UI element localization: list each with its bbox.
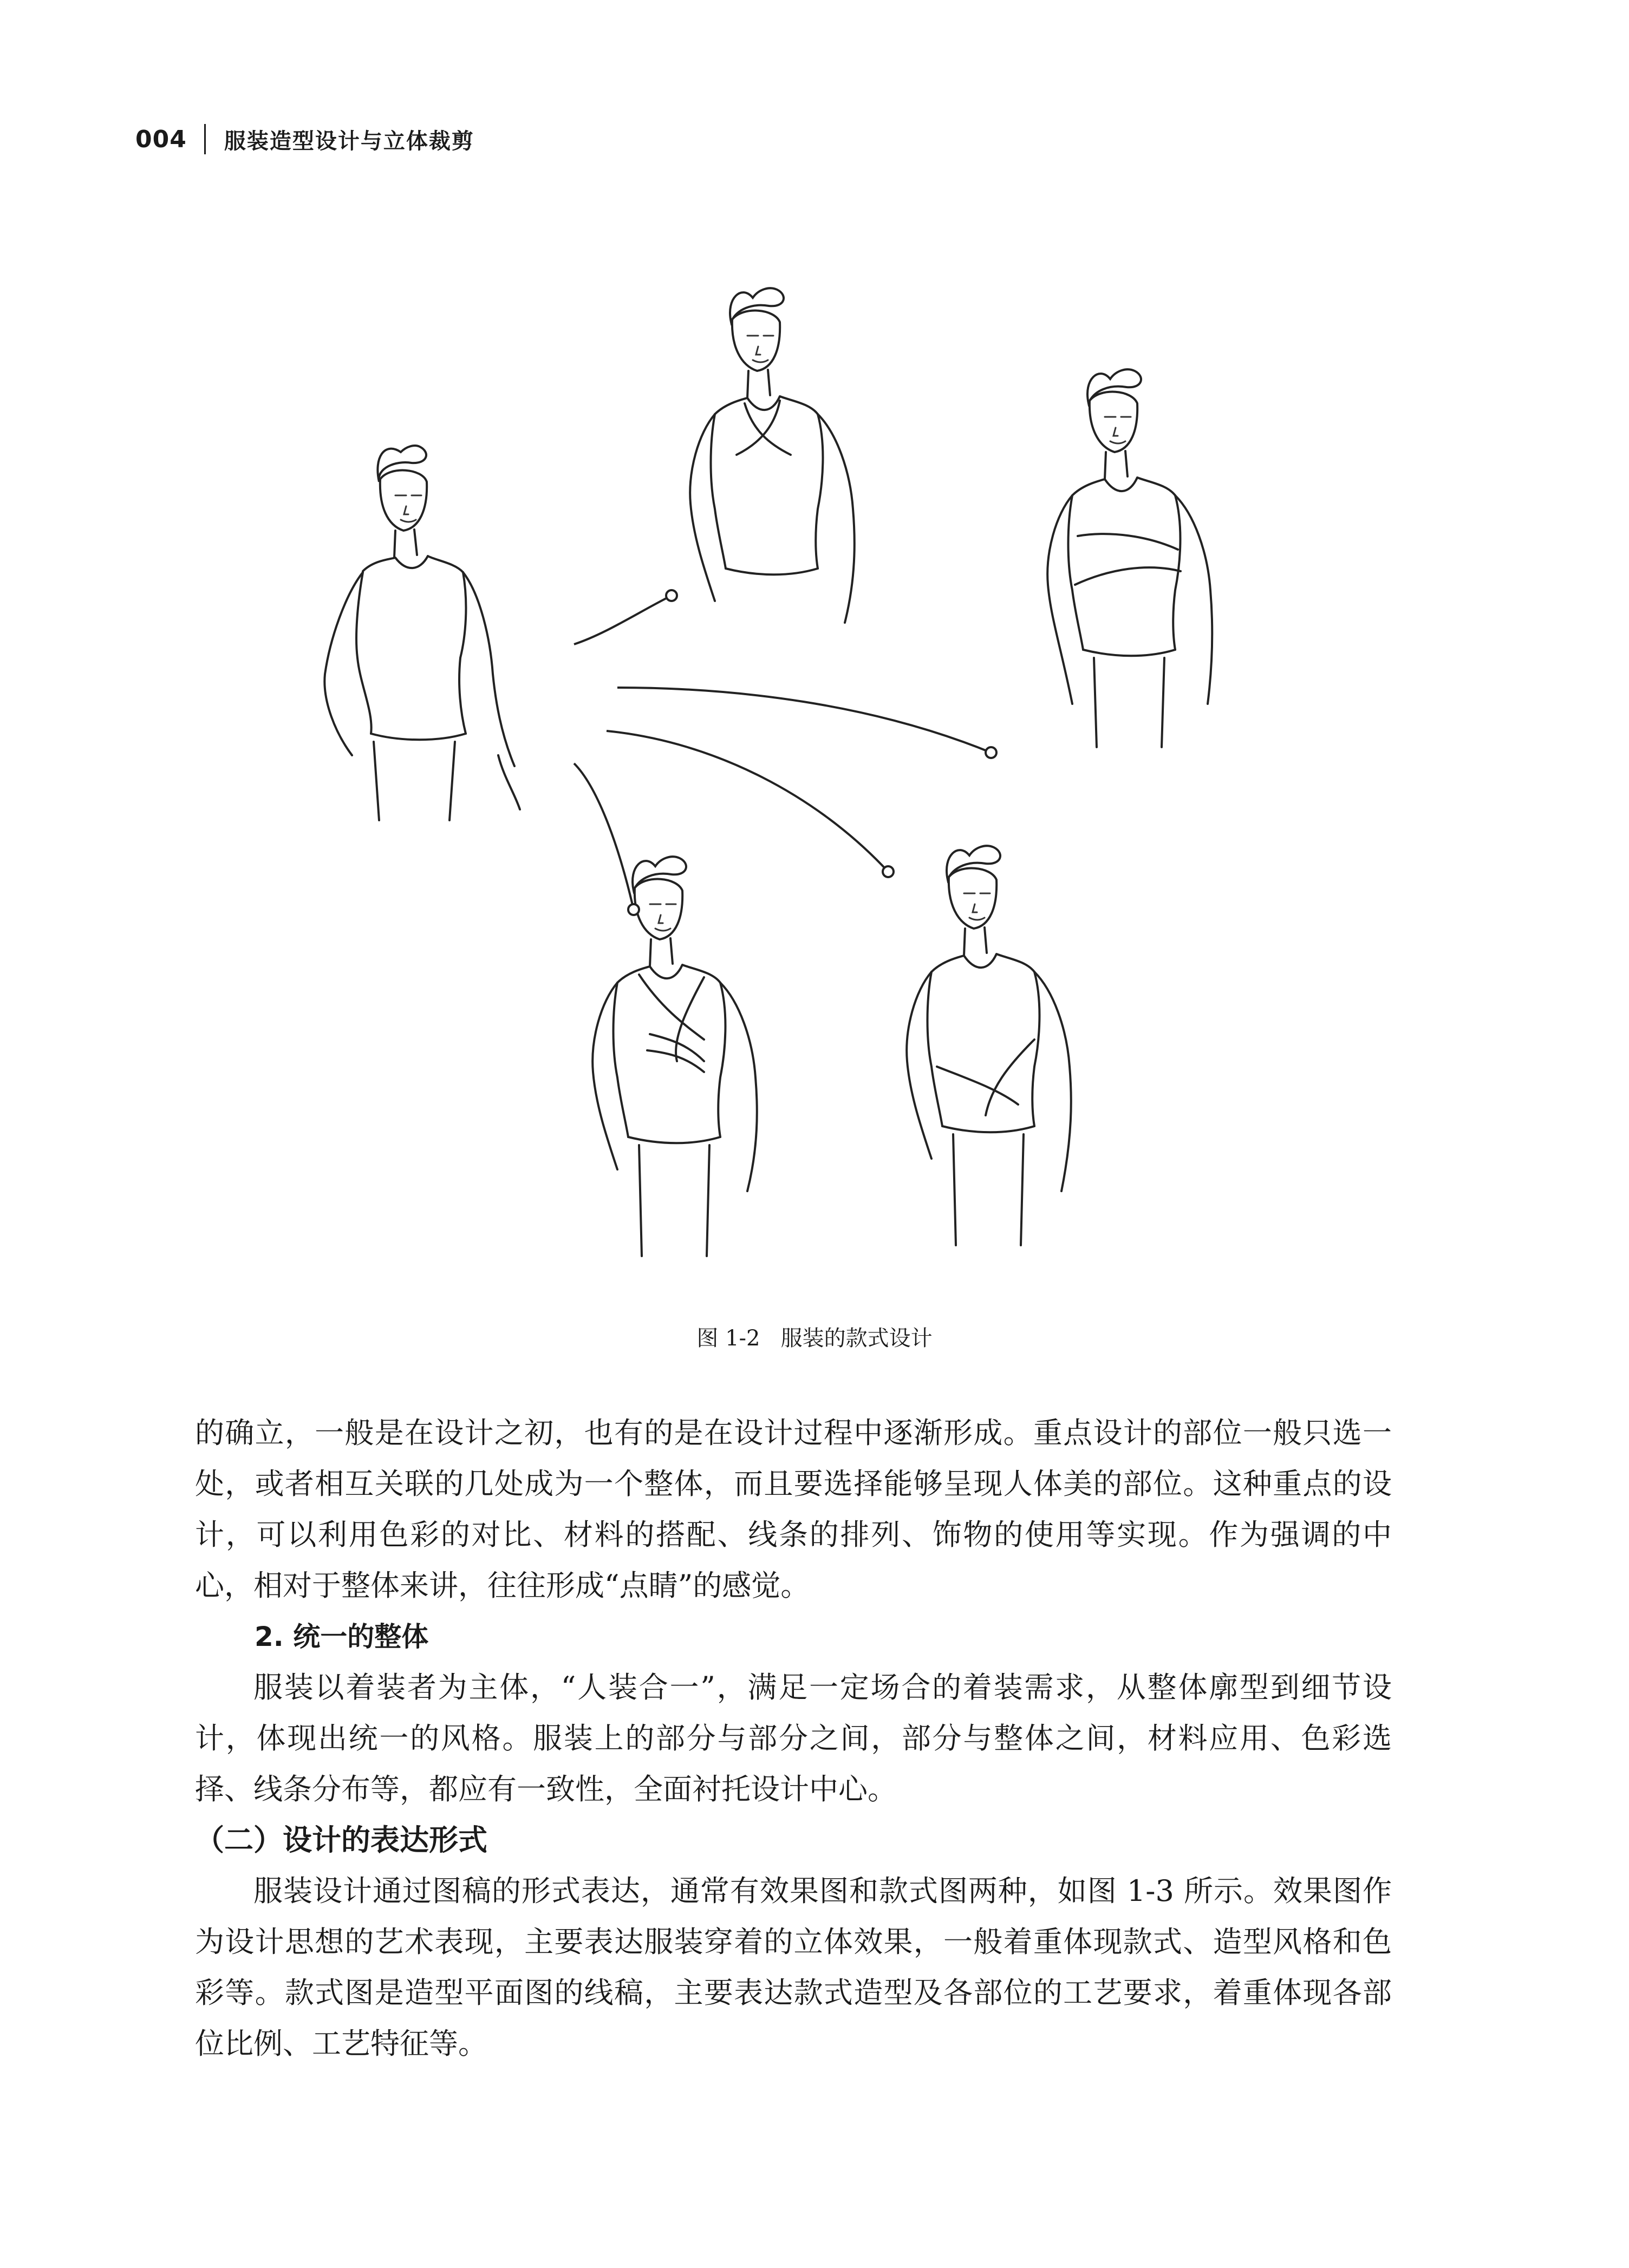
- body-text: [195, 1408, 1392, 2069]
- paragraph-3: 服装设计通过图稿的形式表达，通常有效果图和款式图两种，如图 1-3 所示。效果图作为设计思想的艺术表现，主要表达服装穿着的立体效果，一般着重体现款式、造型风格和色彩等。款式图是造型平面图的线稿，主要表达款式造型及各部位的工艺要求，着重体现各部位比例、工艺特征等。: [195, 1874, 1392, 2061]
- diagonal-seam-sketch: [907, 846, 1071, 1245]
- book-title: 服装造型设计与立体裁剪: [224, 128, 474, 154]
- page-number: 004: [135, 125, 187, 153]
- header-divider: [204, 124, 206, 154]
- subheading-unity: 2. 统一的整体: [255, 1621, 429, 1652]
- crossover-neck-sketch: [690, 288, 855, 623]
- paragraph-2: 服装以着装者为主体，“人装合一”，满足一定场合的着装需求，从整体廓型到细节设计，体现出统一的风格。服装上的部分与部分之间，部分与整体之间，材料应用、色彩选择、线条分布等，都应有一致性，全面衬托设计中心。: [195, 1670, 1392, 1806]
- running-header: [135, 120, 474, 158]
- fashion-sketch-figure: [303, 276, 1365, 1294]
- draped-wrap-sketch: [592, 857, 757, 1256]
- section-heading-expression-forms: （二）设计的表达形式: [195, 1823, 487, 1857]
- asymmetric-drape-sketch: [1047, 369, 1212, 747]
- base-figure-sketch: [324, 446, 520, 820]
- paragraph-1: 的确立，一般是在设计之初，也有的是在设计过程中逐渐形成。重点设计的部位一般只选一处，或者相互关联的几处成为一个整体，而且要选择能够呈现人体美的部位。这种重点的设计，可以利用色彩的对比、材料的搭配、线条的排列、饰物的使用等实现。作为强调的中心，相对于整体来讲，往往形成“点睛”的感觉。: [195, 1416, 1392, 1603]
- figure-caption: 图 1-2 服装的款式设计: [696, 1326, 933, 1351]
